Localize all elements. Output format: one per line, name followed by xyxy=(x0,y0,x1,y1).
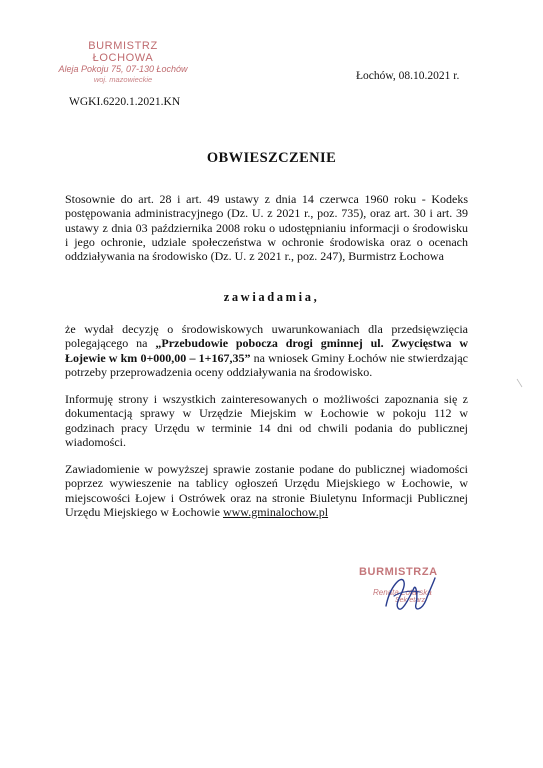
signature-stamp-name: Renata Łotarska xyxy=(373,588,432,597)
document-title: OBWIESZCZENIE xyxy=(206,150,337,166)
reference-number: WGKI.6220.1.2021.KN xyxy=(69,96,181,108)
office-stamp xyxy=(58,40,188,85)
legal-basis-paragraph: Stosownie do art. 28 i art. 49 ustawy z dnia 14 czerwca 1960 roku - Kodeks postępowania administracyjnego (Dz. U. z 2021 r., poz. 735), oraz art. 30 i art. 39 ustawy z dnia 03 października 2008 roku o udostępnianiu informacji o środowisku i jego ochronie, udziale społeczeństwa w ochronie środowiska oraz o ocenach oddziaływania na środowisko (Dz. U. z 2021 r., poz. 247), Burmistrz Łochowa xyxy=(65,192,468,264)
decision-paragraph xyxy=(65,322,468,379)
handwritten-signature xyxy=(380,566,440,618)
signature-stamp-role: Sekretarz xyxy=(395,597,425,604)
decision-text-end: na wniosek Gminy Łochów nie stwierdzając potrzeby przeprowadzenia oceny oddziaływania na środowisko. xyxy=(65,350,468,379)
stamp-office-name: BURMISTRZ ŁOCHOWA xyxy=(88,40,158,64)
margin-mark xyxy=(516,378,524,388)
place-date: Łochów, 08.10.2021 r. xyxy=(356,70,460,82)
project-name: „Przebudowie pobocza drogi gminnej ul. Zwycięstwa w Łojewie w km 0+000,00 – 1+167,35” xyxy=(65,336,468,365)
information-paragraph: Informuję strony i wszystkich zainteresowanych o możliwości zapoznania się z dokumentacją sprawy w Urzędzie Miejskim w Łochowie w pokoju 112 w godzinach pracy Urzędu w terminie 14 dni od chwili podania do publicznej wiadomości. xyxy=(65,392,468,449)
stamp-address: Aleja Pokoju 75, 07-130 Łochów xyxy=(58,64,188,74)
announcement-heading: zawiadamia, xyxy=(223,290,320,304)
publication-paragraph xyxy=(65,462,468,519)
stamp-region: woj. mazowieckie xyxy=(93,75,153,84)
website-link[interactable]: www.gminalochow.pl xyxy=(222,504,329,519)
publication-text: Zawiadomienie w powyższej sprawie zostanie podane do publicznej wiadomości poprzez wywieszenie na tablicy ogłoszeń Urzędu Miejskiego w Łochowie, w miejscowości Łojew i Ostrówek oraz na stronie Biuletynu Informacji Publicznej Urzędu Miejskiego w Łochowie xyxy=(65,462,468,519)
signature-stamp-title: BURMISTRZA xyxy=(359,566,438,578)
decision-text-start: że wydał decyzję o środowiskowych uwarunkowaniach dla przedsięwzięcia polegającego na xyxy=(65,322,468,351)
